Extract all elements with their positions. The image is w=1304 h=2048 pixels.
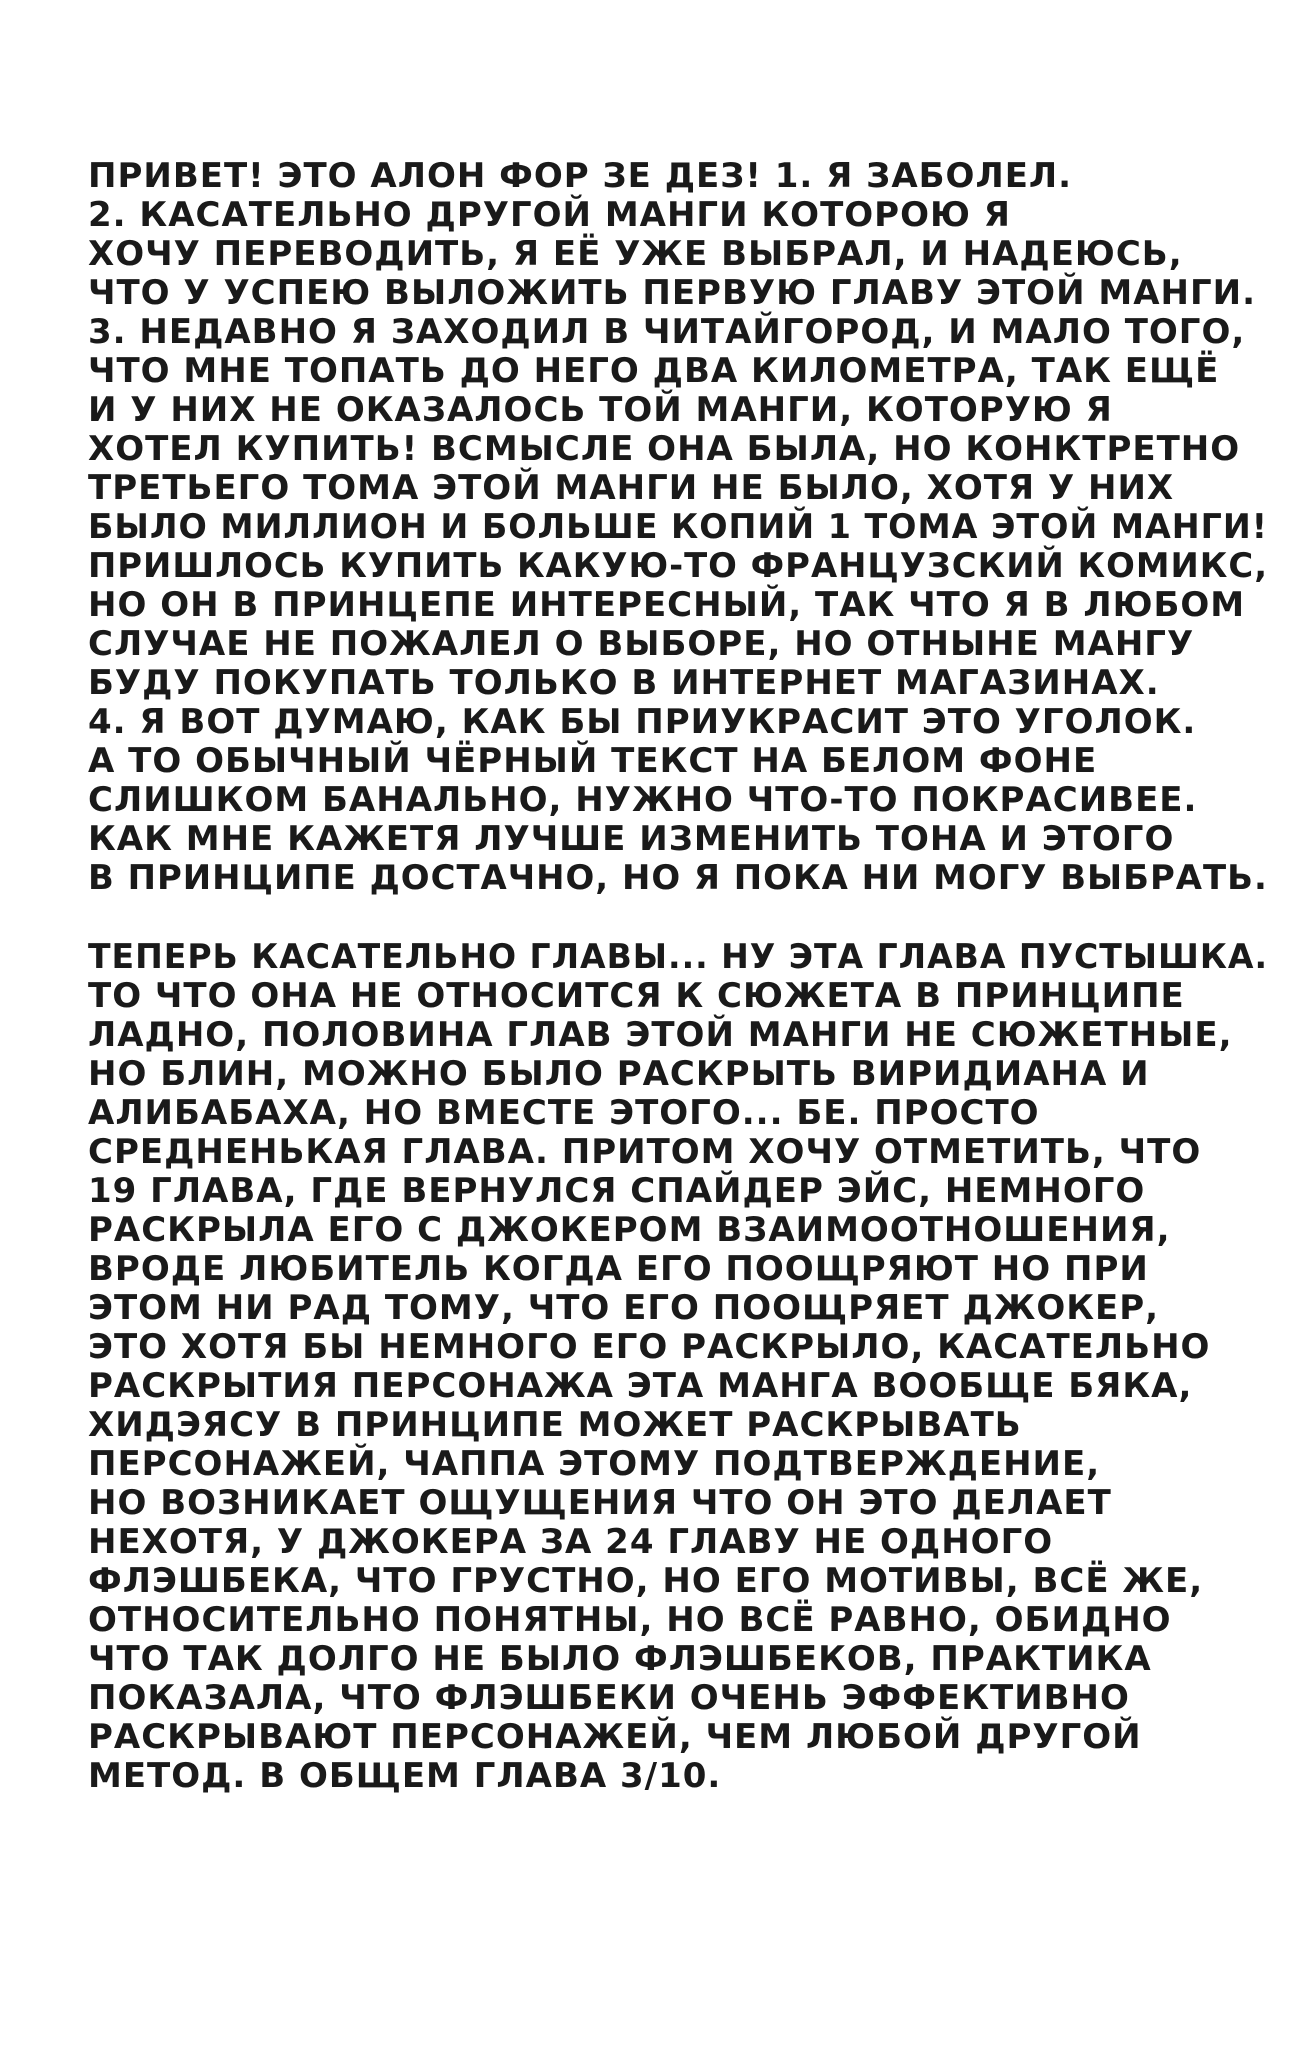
text-line: ЧТО МНЕ ТОПАТЬ ДО НЕГО ДВА КИЛОМЕТРА, ТАК ЕЩЁ bbox=[88, 351, 1220, 391]
text-line: НО ОН В ПРИНЦЕПЕ ИНТЕРЕСНЫЙ, ТАК ЧТО Я В ЛЮБОМ bbox=[88, 585, 1246, 625]
text-line: ФЛЭШБЕКА, ЧТО ГРУСТНО, НО ЕГО МОТИВЫ, ВСЁ ЖЕ, bbox=[88, 1561, 1204, 1601]
text-line: 2. КАСАТЕЛЬНО ДРУГОЙ МАНГИ КОТОРОЮ Я bbox=[88, 195, 1011, 235]
text-line: МЕТОД. В ОБЩЕМ ГЛАВА 3/10. bbox=[88, 1756, 722, 1796]
text-line: СЛИШКОМ БАНАЛЬНО, НУЖНО ЧТО-ТО ПОКРАСИВЕЕ. bbox=[88, 780, 1198, 820]
text-line: ХОТЕЛ КУПИТЬ! ВСМЫСЛЕ ОНА БЫЛА, НО КОНКТРЕТНО bbox=[88, 429, 1241, 469]
text-line: ПРИШЛОСЬ КУПИТЬ КАКУЮ-ТО ФРАНЦУЗСКИЙ КОМИКС, bbox=[88, 546, 1269, 586]
text-line: ЭТО ХОТЯ БЫ НЕМНОГО ЕГО РАСКРЫЛО, КАСАТЕЛЬНО bbox=[88, 1327, 1211, 1367]
text-line: РАСКРЫТИЯ ПЕРСОНАЖА ЭТА МАНГА ВООБЩЕ БЯКА, bbox=[88, 1366, 1193, 1406]
text-line: НО ВОЗНИКАЕТ ОЩУЩЕНИЯ ЧТО ОН ЭТО ДЕЛАЕТ bbox=[88, 1483, 1112, 1523]
text-line: ТРЕТЬЕГО ТОМА ЭТОЙ МАНГИ НЕ БЫЛО, ХОТЯ У НИХ bbox=[88, 468, 1175, 508]
text-line: В ПРИНЦИПЕ ДОСТАЧНО, НО Я ПОКА НИ МОГУ ВЫБРАТЬ. bbox=[88, 858, 1268, 898]
text-line: ЧТО У УСПЕЮ ВЫЛОЖИТЬ ПЕРВУЮ ГЛАВУ ЭТОЙ МАНГИ. bbox=[88, 273, 1256, 313]
text-line: НО БЛИН, МОЖНО БЫЛО РАСКРЫТЬ ВИРИДИАНА И bbox=[88, 1054, 1150, 1094]
text-line: 3. НЕДАВНО Я ЗАХОДИЛ В ЧИТАЙГОРОД, И МАЛО ТОГО, bbox=[88, 312, 1246, 352]
text-line: СРЕДНЕНЬКАЯ ГЛАВА. ПРИТОМ ХОЧУ ОТМЕТИТЬ, ЧТО bbox=[88, 1132, 1202, 1172]
text-line: 4. Я ВОТ ДУМАЮ, КАК БЫ ПРИУКРАСИТ ЭТО УГОЛОК. bbox=[88, 702, 1197, 742]
afterword-paragraph-chapter-review bbox=[88, 938, 1268, 1796]
text-line: БУДУ ПОКУПАТЬ ТОЛЬКО В ИНТЕРНЕТ МАГАЗИНАХ. bbox=[88, 663, 1160, 703]
text-line: ХИДЭЯСУ В ПРИНЦИПЕ МОЖЕТ РАСКРЫВАТЬ bbox=[88, 1405, 1022, 1445]
text-line: И У НИХ НЕ ОКАЗАЛОСЬ ТОЙ МАНГИ, КОТОРУЮ Я bbox=[88, 390, 1113, 430]
text-line: ЭТОМ НИ РАД ТОМУ, ЧТО ЕГО ПООЩРЯЕТ ДЖОКЕР, bbox=[88, 1288, 1160, 1328]
afterword-paragraph-notes bbox=[88, 157, 1268, 898]
text-line: ВРОДЕ ЛЮБИТЕЛЬ КОГДА ЕГО ПООЩРЯЮТ НО ПРИ bbox=[88, 1249, 1149, 1289]
text-line: ЛАДНО, ПОЛОВИНА ГЛАВ ЭТОЙ МАНГИ НЕ СЮЖЕТНЫЕ, bbox=[88, 1015, 1233, 1055]
text-line: НЕХОТЯ, У ДЖОКЕРА ЗА 24 ГЛАВУ НЕ ОДНОГО bbox=[88, 1522, 1054, 1562]
text-line: ПРИВЕТ! ЭТО АЛОН ФОР ЗЕ ДЕЗ! 1. Я ЗАБОЛЕЛ. bbox=[88, 156, 1073, 196]
text-line: СЛУЧАЕ НЕ ПОЖАЛЕЛ О ВЫБОРЕ, НО ОТНЫНЕ МАНГУ bbox=[88, 624, 1195, 664]
text-line: РАСКРЫЛА ЕГО С ДЖОКЕРОМ ВЗАИМООТНОШЕНИЯ, bbox=[88, 1210, 1171, 1250]
text-line: ПЕРСОНАЖЕЙ, ЧАППА ЭТОМУ ПОДТВЕРЖДЕНИЕ, bbox=[88, 1444, 1101, 1484]
text-line: БЫЛО МИЛЛИОН И БОЛЬШЕ КОПИЙ 1 ТОМА ЭТОЙ МАНГИ! bbox=[88, 507, 1268, 547]
text-line: ОТНОСИТЕЛЬНО ПОНЯТНЫ, НО ВСЁ РАВНО, ОБИДНО bbox=[88, 1600, 1172, 1640]
text-line: КАК МНЕ КАЖЕТЯ ЛУЧШЕ ИЗМЕНИТЬ ТОНА И ЭТОГО bbox=[88, 819, 1175, 859]
text-line: ТЕПЕРЬ КАСАТЕЛЬНО ГЛАВЫ... НУ ЭТА ГЛАВА ПУСТЫШКА. bbox=[88, 937, 1269, 977]
text-line: А ТО ОБЫЧНЫЙ ЧЁРНЫЙ ТЕКСТ НА БЕЛОМ ФОНЕ bbox=[88, 741, 1098, 781]
text-line: ХОЧУ ПЕРЕВОДИТЬ, Я ЕЁ УЖЕ ВЫБРАЛ, И НАДЕЮСЬ, bbox=[88, 234, 1183, 274]
text-line: ТО ЧТО ОНА НЕ ОТНОСИТСЯ К СЮЖЕТА В ПРИНЦИПЕ bbox=[88, 976, 1185, 1016]
text-line: 19 ГЛАВА, ГДЕ ВЕРНУЛСЯ СПАЙДЕР ЭЙС, НЕМНОГО bbox=[88, 1171, 1146, 1211]
text-line: РАСКРЫВАЮТ ПЕРСОНАЖЕЙ, ЧЕМ ЛЮБОЙ ДРУГОЙ bbox=[88, 1717, 1142, 1757]
text-line: АЛИБАБАХА, НО ВМЕСТЕ ЭТОГО... БЕ. ПРОСТО bbox=[88, 1093, 1040, 1133]
text-line: ЧТО ТАК ДОЛГО НЕ БЫЛО ФЛЭШБЕКОВ, ПРАКТИКА bbox=[88, 1639, 1152, 1679]
text-line: ПОКАЗАЛА, ЧТО ФЛЭШБЕКИ ОЧЕНЬ ЭФФЕКТИВНО bbox=[88, 1678, 1130, 1718]
